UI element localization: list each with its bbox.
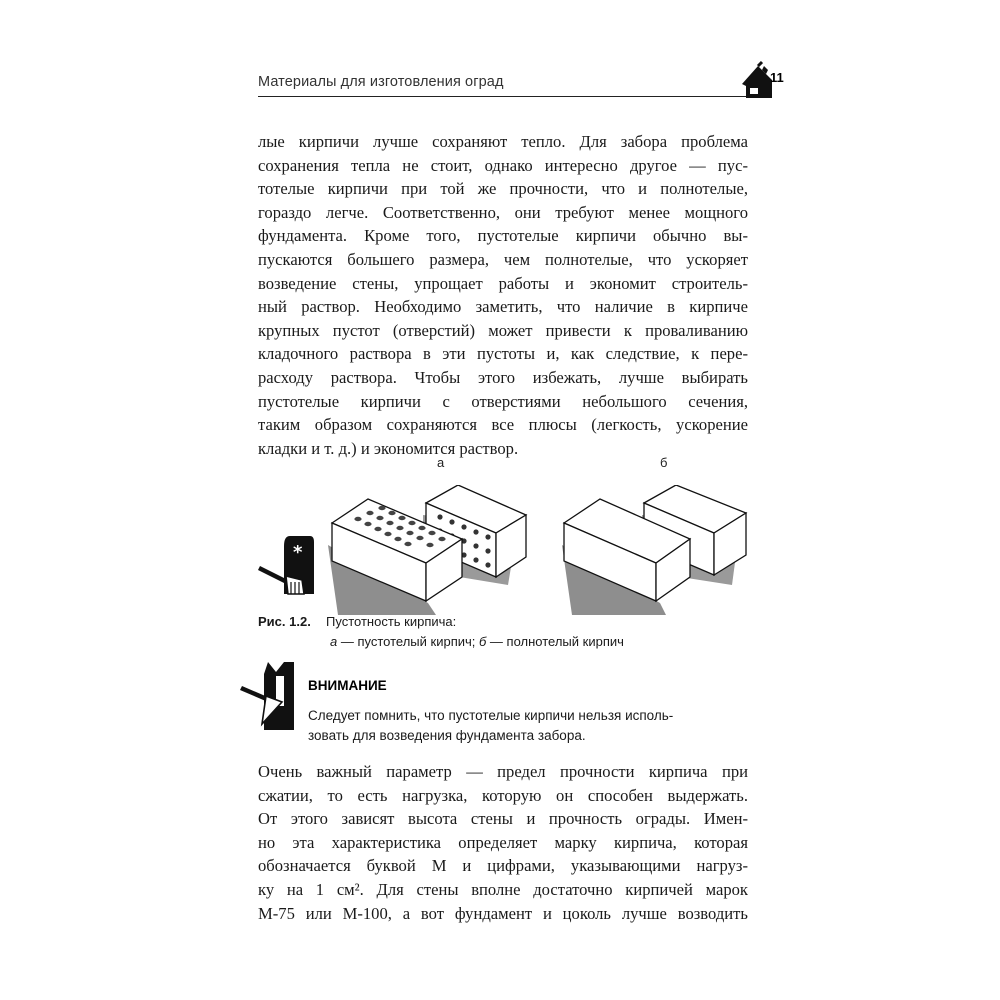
header-rule <box>258 96 746 97</box>
text-line: Очень важный параметр — предел прочности кирпича при <box>258 762 748 781</box>
text-line: фундамента. Кроме того, пустотелые кирпичи обычно вы- <box>258 226 748 246</box>
caption-letter-b: б <box>479 634 487 649</box>
text-line: От этого зависят высота стены и прочность ограды. Имен- <box>258 809 748 829</box>
text-line: таким образом сохраняются все плюсы (легкость, ускорение <box>258 415 748 435</box>
text-line: сжатии, то есть нагрузка, которую он способен выдержать. <box>258 785 748 805</box>
text-line: лые кирпичи лучше сохраняют тепло. Для забора проблема <box>258 132 748 151</box>
figure-title: Пустотность кирпича: <box>326 614 457 629</box>
figure-number: Рис. 1.2. <box>258 614 311 629</box>
solid-brick-illustration <box>560 485 750 615</box>
caption-text-b: — полнотелый кирпич <box>486 634 624 649</box>
text-line: кладки и т. д.) и экономится раствор. <box>258 438 519 458</box>
running-header-title: Материалы для изготовления оград <box>258 74 504 90</box>
attention-line: зовать для возведения фундамента забора. <box>308 728 586 743</box>
svg-text:*: * <box>293 542 303 563</box>
text-line: ный раствор. Необходимо заметить, что наличие в кирпиче <box>258 297 748 317</box>
attention-trowel-icon <box>240 662 302 732</box>
attention-text <box>308 706 728 746</box>
attention-line: Следует помнить, что пустотелые кирпичи нельзя исполь- <box>308 708 674 723</box>
figure-label-a: а <box>437 455 445 470</box>
text-line: тотелые кирпичи при той же прочности, что и полнотелые, <box>258 179 748 199</box>
text-line: М-75 или М-100, а вот фундамент и цоколь лучше возводить <box>258 903 748 923</box>
text-line: гораздо легче. Соответственно, они требуют менее мощного <box>258 202 748 222</box>
body-paragraph-2 <box>258 760 748 925</box>
text-line: пускаются большего размера, чем полнотелые, что ускоряет <box>258 249 748 269</box>
text-line: кладочного раствора в эти пустоты и, как следствие, к пере- <box>258 344 748 364</box>
text-line: сохранения тепла не стоит, однако интересно другое — пус- <box>258 155 748 175</box>
text-line: но эта характеристика определяет марку кирпича, которая <box>258 832 748 852</box>
page-number: 11 <box>770 70 784 85</box>
text-line: ку на 1 см². Для стены вполне достаточно кирпичей марок <box>258 879 748 899</box>
attention-title: ВНИМАНИЕ <box>308 678 387 693</box>
text-line: расходу раствора. Чтобы этого избежать, лучше выбирать <box>258 367 748 387</box>
text-line: крупных пустот (отверстий) может привести к проваливанию <box>258 320 748 340</box>
text-line: пустотелые кирпичи с отверстиями небольшого сечения, <box>258 391 748 411</box>
figure-label-b: б <box>660 455 668 470</box>
trowel-brush-icon <box>258 536 318 600</box>
caption-text-a: — пустотелый кирпич; <box>337 634 479 649</box>
text-line: возведение стены, упрощает работы и экономит строитель- <box>258 273 748 293</box>
body-paragraph-1 <box>258 130 748 460</box>
figure-caption <box>258 612 624 652</box>
hollow-brick-illustration <box>328 485 528 615</box>
caption-letter-a: а <box>330 634 338 649</box>
text-line: обозначается буквой М и цифрами, указывающими нагруз- <box>258 856 748 876</box>
